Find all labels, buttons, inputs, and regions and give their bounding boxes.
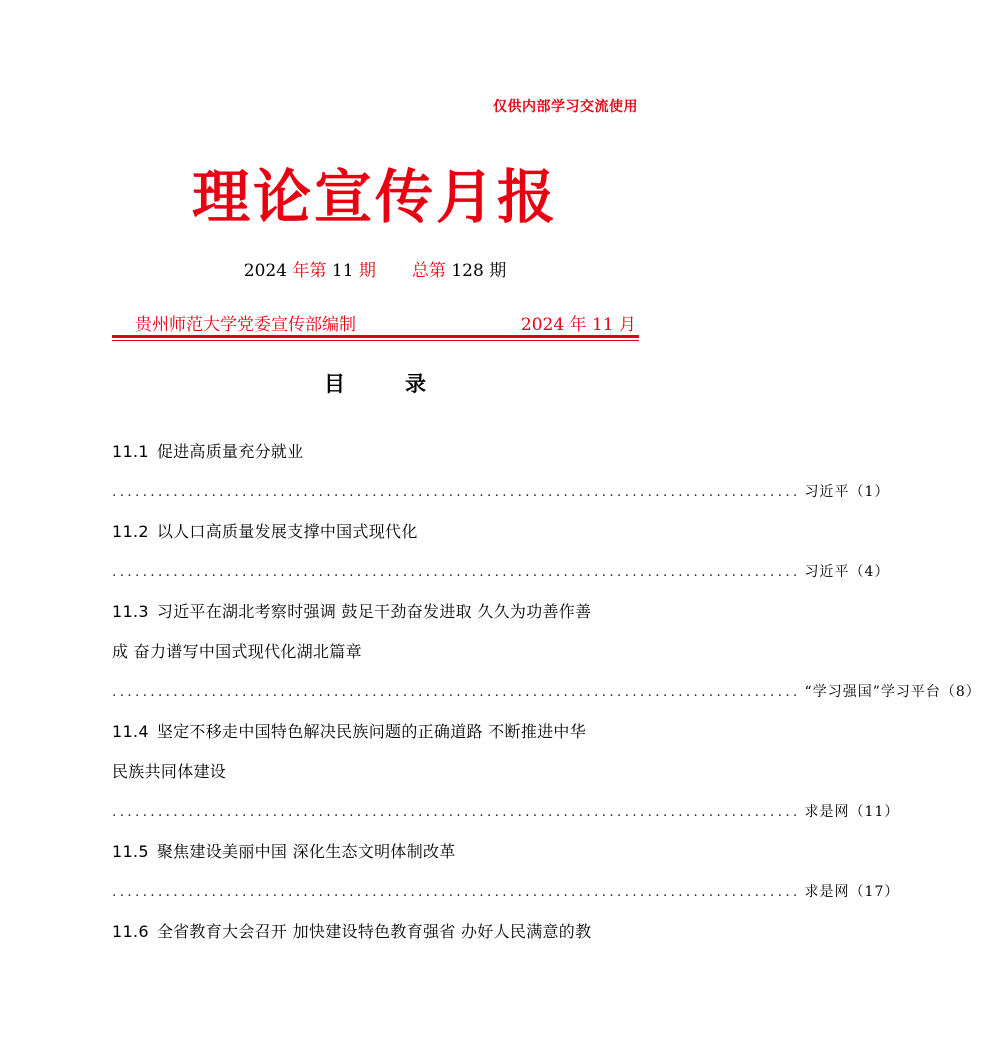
toc-entry-number: 11.2 [112,522,149,541]
toc-entry[interactable] [112,912,632,952]
toc-entry-leader [112,552,890,592]
toc-entry-title: 以人口高质量发展支撑中国式现代化 [156,522,418,541]
toc-entry-number: 11.1 [112,442,149,461]
issue-year-unit: 年第 [292,261,327,281]
dot-leader: .......................................................................................... [112,884,801,900]
masthead-title: 理论宣传月报 [191,163,558,231]
toc-entry-title: 成 奋力谱写中国式现代化湖北篇章 [112,642,362,661]
toc-entry-leader [112,672,981,712]
dot-leader: .......................................................................................... [112,804,801,820]
toc-entry-title: 民族共同体建设 [112,762,227,781]
toc-entry-number: 11.5 [112,842,149,861]
toc-entry-number: 11.3 [112,602,149,621]
toc-entry-title-line [112,912,632,952]
toc-entry-title-line [112,712,632,752]
publisher-name: 贵州师范大学党委宣传部编制 [135,315,356,335]
toc-entry-title-line [112,752,632,792]
toc-entry-source: 习近平（1） [804,484,890,500]
issue-year: 2024 [243,261,288,281]
toc-entry-source: “学习强国”学习平台（8） [804,684,981,700]
header-rule-thin [112,340,639,341]
toc-heading: 目录 [324,372,486,396]
toc-entry[interactable] [112,592,981,712]
toc-entry-title-line [112,592,632,632]
toc-entry-source: 求是网（11） [804,804,900,820]
toc-entry[interactable] [112,712,900,832]
toc-entry-number: 11.4 [112,722,149,741]
toc-entry-leader [112,792,900,832]
toc-entry[interactable] [112,832,900,912]
toc-entry-title-line [112,632,632,672]
toc-entry-title: 全省教育大会召开 加快建设特色教育强省 办好人民满意的教 [156,922,592,941]
issue-line [0,256,750,281]
toc-entry[interactable] [112,512,890,592]
toc-entry-leader [112,472,890,512]
table-of-contents [112,432,981,952]
toc-entry-leader [112,872,900,912]
toc-entry-title: 坚定不移走中国特色解决民族问题的正确道路 不断推进中华 [156,722,587,741]
toc-entry-title-line [112,832,632,872]
publisher-row [115,310,636,334]
issue-total: 128 [451,261,484,281]
issue-total-prefix: 总第 [411,261,446,281]
dot-leader: .......................................................................................... [112,484,801,500]
issue-number: 11 [331,261,354,281]
toc-entry-title: 聚焦建设美丽中国 深化生态文明体制改革 [156,842,456,861]
toc-entry-source: 求是网（17） [804,884,900,900]
dot-leader: .......................................................................................... [112,684,801,700]
toc-entry[interactable] [112,432,890,512]
issue-total-unit: 期 [489,261,507,281]
toc-entry-title-line [112,432,632,472]
issue-number-unit: 期 [358,261,376,281]
dot-leader: .......................................................................................... [112,564,801,580]
toc-entry-title-line [112,512,632,552]
internal-use-notice: 仅供内部学习交流使用 [493,99,638,115]
toc-entry-title: 习近平在湖北考察时强调 鼓足干劲奋发进取 久久为功善作善 [156,602,592,621]
publish-date: 2024 年 11 月 [520,315,636,335]
toc-entry-number: 11.6 [112,922,149,941]
toc-entry-title: 促进高质量充分就业 [156,442,304,461]
header-rule-thick [112,335,639,338]
toc-entry-source: 习近平（4） [804,564,890,580]
